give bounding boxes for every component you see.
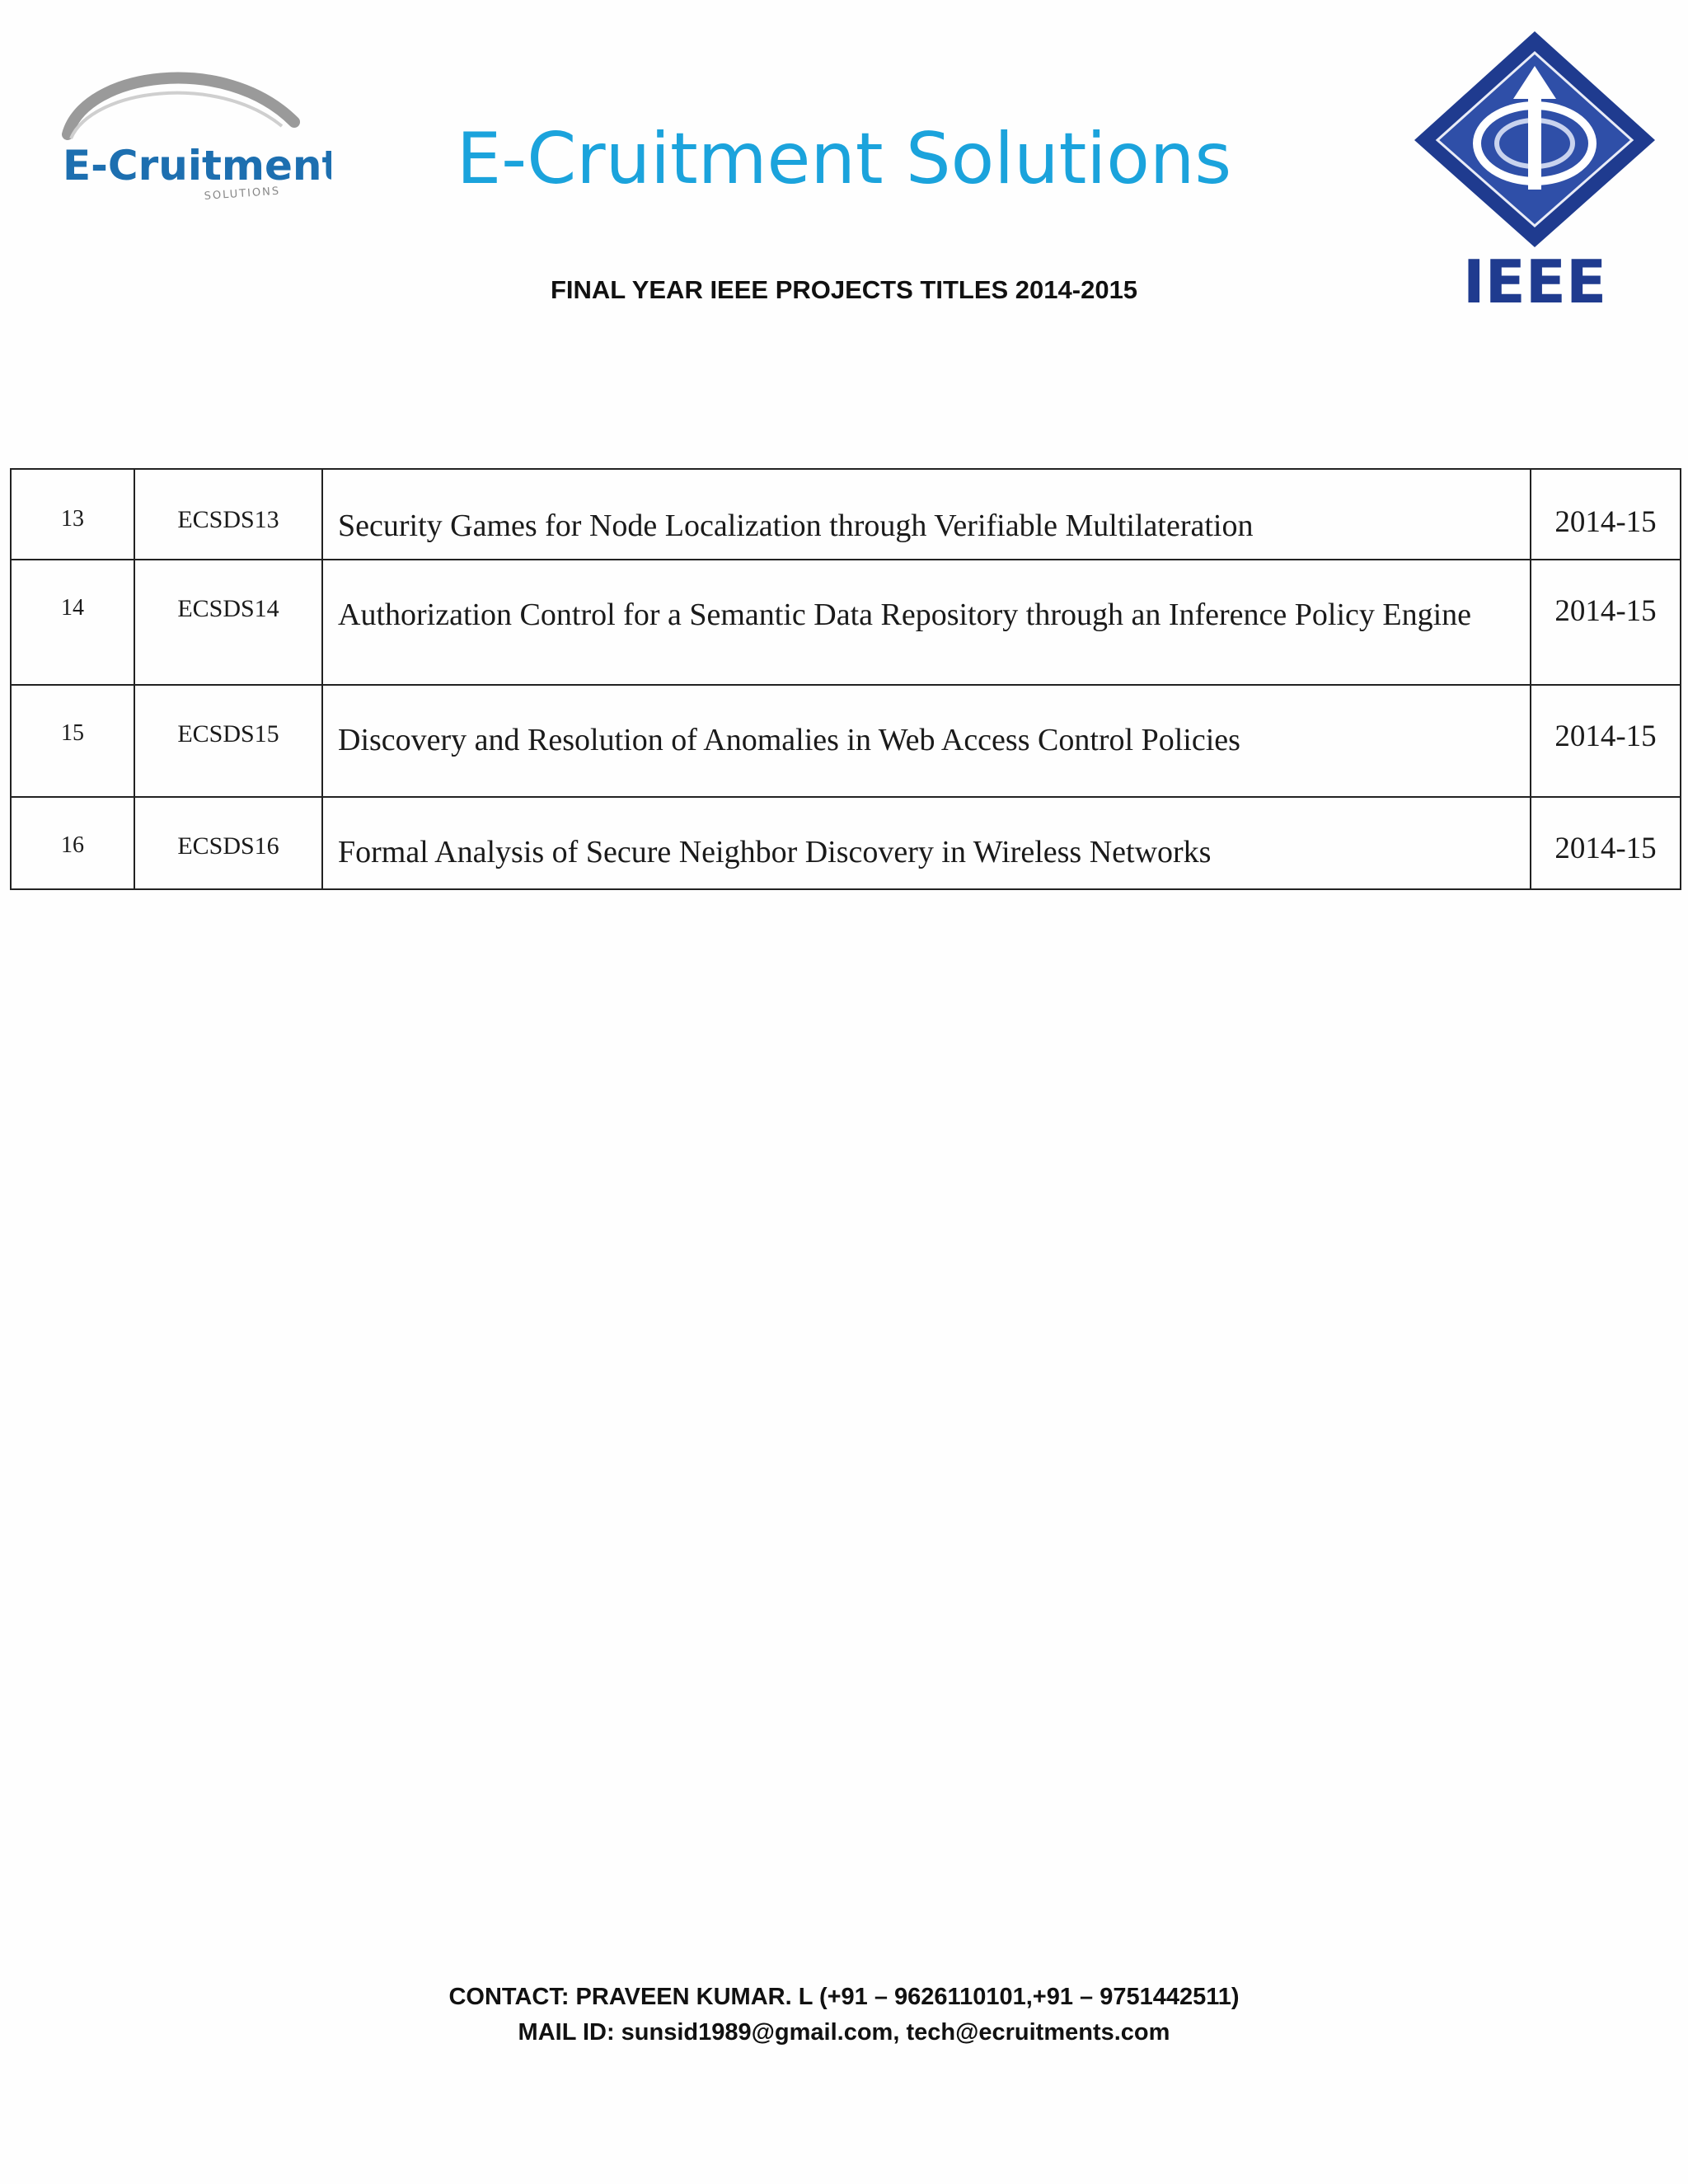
document-subtitle: FINAL YEAR IEEE PROJECTS TITLES 2014-2015 <box>550 275 1138 304</box>
ieee-logo <box>1411 28 1658 308</box>
serial-number-cell: 16 <box>11 797 134 889</box>
project-title-cell: Discovery and Resolution of Anomalies in Web Access Control Policies <box>322 685 1531 797</box>
table-row <box>11 685 1681 797</box>
projects-table <box>10 468 1681 890</box>
project-code-cell: ECSDS13 <box>134 469 322 560</box>
table-row <box>11 797 1681 889</box>
project-code-cell: ECSDS15 <box>134 685 322 797</box>
table-row <box>11 469 1681 560</box>
contact-footer <box>0 1980 1688 2050</box>
project-title-cell: Authorization Control for a Semantic Data Repository through an Inference Policy Engine <box>322 560 1531 685</box>
table-row <box>11 560 1681 685</box>
project-code-cell: ECSDS14 <box>134 560 322 685</box>
project-year-cell: 2014-15 <box>1531 685 1681 797</box>
brand-title: E-Cruitment Solutions <box>456 118 1232 200</box>
project-year-cell: 2014-15 <box>1531 469 1681 560</box>
project-year-cell: 2014-15 <box>1531 560 1681 685</box>
svg-text:E-Cruitment: E-Cruitment <box>63 142 331 190</box>
serial-number-cell: 13 <box>11 469 134 560</box>
project-title-cell: Security Games for Node Localization through Verifiable Multilateration <box>322 469 1531 560</box>
project-title-cell: Formal Analysis of Secure Neighbor Discovery in Wireless Networks <box>322 797 1531 889</box>
project-year-cell: 2014-15 <box>1531 797 1681 889</box>
project-code-cell: ECSDS16 <box>134 797 322 889</box>
svg-text:IEEE: IEEE <box>1462 247 1607 308</box>
serial-number-cell: 15 <box>11 685 134 797</box>
svg-text:SOLUTIONS: SOLUTIONS <box>204 185 281 203</box>
mail-line: MAIL ID: sunsid1989@gmail.com, tech@ecruitments.com <box>518 2019 1170 2046</box>
serial-number-cell: 14 <box>11 560 134 685</box>
contact-line: CONTACT: PRAVEEN KUMAR. L (+91 – 9626110101,+91 – 9751442511) <box>448 1984 1240 2010</box>
